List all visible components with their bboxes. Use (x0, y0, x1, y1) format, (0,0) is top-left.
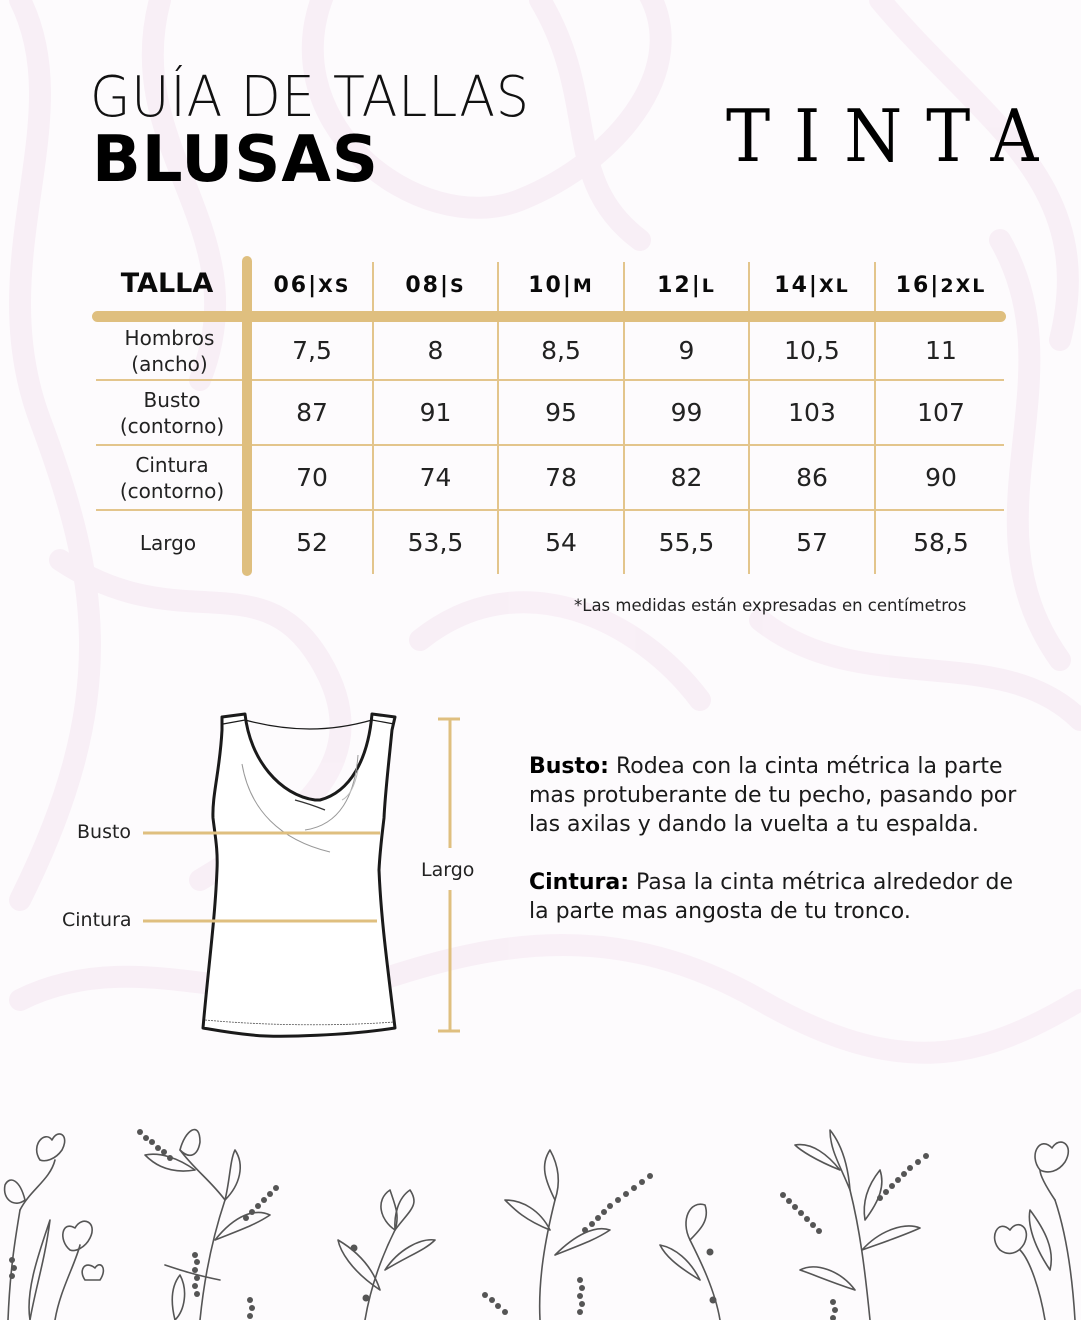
units-note: *Las medidas están expresadas en centímetros (574, 596, 967, 615)
diagram-label-waist: Cintura (62, 909, 132, 931)
table-cell: 11 (925, 336, 957, 365)
size-letter: XL (818, 274, 850, 297)
instruction-text: Rodea con la cinta métrica la parte mas protuberante de tu pecho, pasando por las axilas y dando la vuelta a tu espalda. (529, 754, 1017, 837)
row-label-line2: (contorno) (119, 478, 225, 503)
table-cell: 54 (545, 528, 577, 557)
table-cell: 91 (419, 398, 452, 427)
row-label-largo: Largo (139, 530, 197, 555)
size-letter: M (572, 274, 594, 297)
floral-border-icon (0, 1090, 1081, 1320)
table-cell: 86 (796, 463, 828, 492)
size-letter: L (701, 274, 716, 297)
measurement-diagram (50, 700, 500, 1050)
table-cell: 9 (678, 336, 695, 365)
instruction-text: Pasa la cinta métrica alrededor de la parte mas angosta de tu tronco. (529, 870, 1014, 924)
measurement-instructions (529, 752, 1029, 955)
brand-logo: TINTA (726, 94, 1063, 178)
size-number: 16 (895, 273, 931, 298)
size-separator: | (439, 273, 450, 298)
instruction-term: Busto: (529, 754, 609, 779)
size-number: 06 (273, 273, 309, 298)
row-label-busto (92, 381, 252, 444)
table-cell: 107 (917, 398, 965, 427)
table-cell: 52 (296, 528, 328, 557)
instruction-bust (529, 752, 1029, 839)
table-cell: 8 (427, 336, 444, 365)
instruction-waist (529, 868, 1029, 926)
size-separator: | (691, 273, 702, 298)
table-cell: 87 (296, 398, 328, 427)
size-number: 12 (657, 273, 692, 298)
size-separator: | (808, 273, 819, 298)
column-header-2xl (876, 258, 1006, 313)
size-number: 08 (405, 273, 440, 298)
size-separator: | (308, 273, 319, 298)
table-cell: 90 (925, 463, 957, 492)
column-header-xl (750, 258, 874, 313)
size-letter: 2XL (940, 274, 987, 297)
row-label-hombros (92, 322, 247, 379)
header-talla: TALLA (120, 268, 214, 299)
row-label-line1: Cintura (135, 452, 209, 477)
row-label-line1: Hombros (124, 325, 215, 350)
table-cell: 57 (796, 528, 828, 557)
size-separator: | (562, 273, 573, 298)
size-number: 14 (774, 273, 809, 298)
size-number: 10 (528, 273, 563, 298)
size-separator: | (930, 273, 941, 298)
page-title: GUÍA DE TALLAS (90, 65, 530, 130)
row-label-line2: (contorno) (119, 413, 225, 438)
diagram-label-bust: Busto (77, 821, 132, 843)
table-cell: 103 (788, 398, 836, 427)
table-cell: 99 (670, 398, 703, 427)
size-table (92, 256, 1006, 576)
table-cell: 8,5 (541, 336, 581, 365)
row-label-line1: Busto (143, 387, 201, 412)
column-header-l (625, 258, 748, 313)
table-cell: 7,5 (292, 336, 332, 365)
table-cell: 53,5 (407, 528, 464, 557)
table-cell: 58,5 (913, 528, 969, 557)
size-letter: S (449, 274, 466, 297)
page-subtitle: BLUSAS (92, 123, 379, 197)
table-cell: 78 (545, 463, 577, 492)
column-header-s (374, 258, 497, 313)
table-cell: 74 (419, 463, 452, 492)
table-cell: 55,5 (658, 528, 715, 557)
row-label-cintura (92, 446, 252, 509)
table-cell: 95 (545, 398, 577, 427)
diagram-label-length: Largo (421, 859, 475, 881)
size-letter: XS (318, 274, 351, 297)
column-header-xs (252, 258, 372, 313)
table-cell: 82 (670, 463, 703, 492)
instruction-term: Cintura: (529, 870, 630, 895)
table-cell: 70 (296, 463, 328, 492)
row-label-line2: (ancho) (131, 351, 208, 376)
column-header-m (499, 258, 623, 313)
table-cell: 10,5 (784, 336, 840, 365)
